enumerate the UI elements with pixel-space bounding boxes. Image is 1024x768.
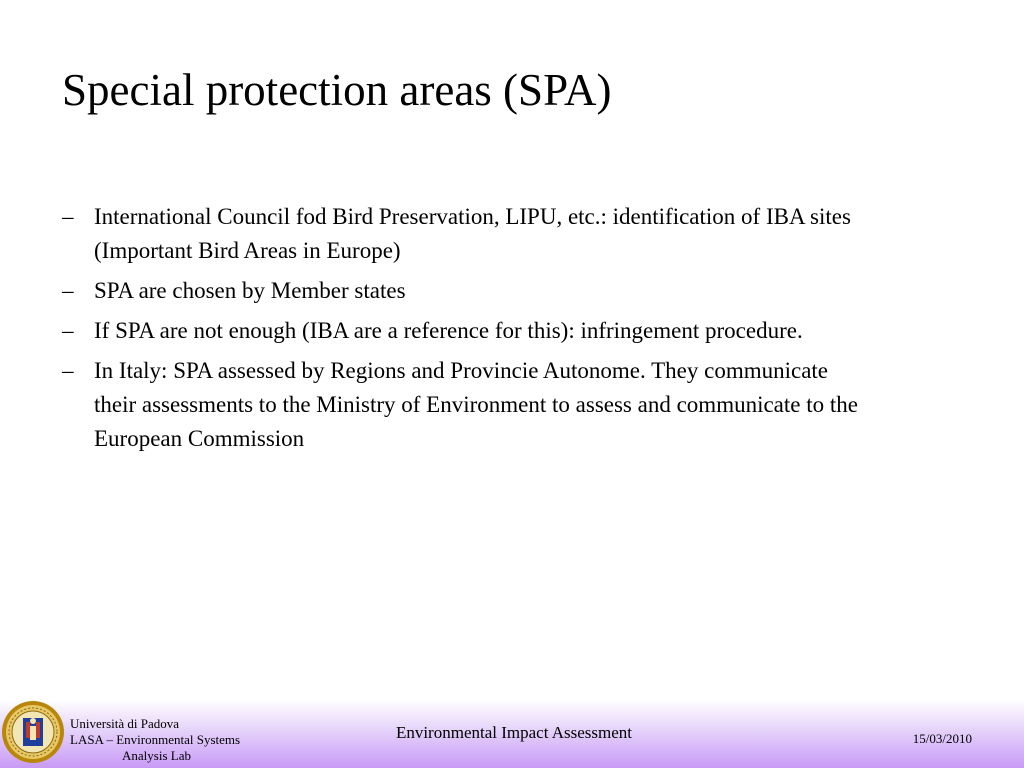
bullet-item [62, 314, 862, 348]
bullet-list [62, 200, 862, 462]
bullet-marker: – [62, 204, 74, 229]
bullet-item [62, 354, 862, 456]
bullet-marker: – [62, 358, 74, 383]
footer-course-title: Environmental Impact Assessment [395, 723, 633, 742]
bullet-text: International Council fod Bird Preservation, LIPU, etc.: identification of IBA sites (Important Bird Areas in Europe) [94, 204, 851, 263]
bullet-text: If SPA are not enough (IBA are a reference for this): infringement procedure. [94, 318, 803, 343]
footer-org-line: Analysis Lab [122, 748, 191, 763]
footer-org-line: Università di Padova [70, 716, 180, 731]
bullet-marker: – [62, 278, 74, 303]
slide-title: Special protection areas (SPA) [62, 65, 612, 115]
bullet-item [62, 274, 862, 308]
bullet-item [62, 200, 862, 268]
footer-org-line: LASA – Environmental Systems [70, 732, 241, 747]
bullet-marker: – [62, 318, 74, 343]
bullet-text: In Italy: SPA assessed by Regions and Provincie Autonome. They communicate their assessments to the Ministry of Environment to assess and communicate to the European Commission [94, 358, 858, 451]
bullet-text: SPA are chosen by Member states [94, 278, 406, 303]
footer-date: 15/03/2010 [912, 731, 972, 746]
